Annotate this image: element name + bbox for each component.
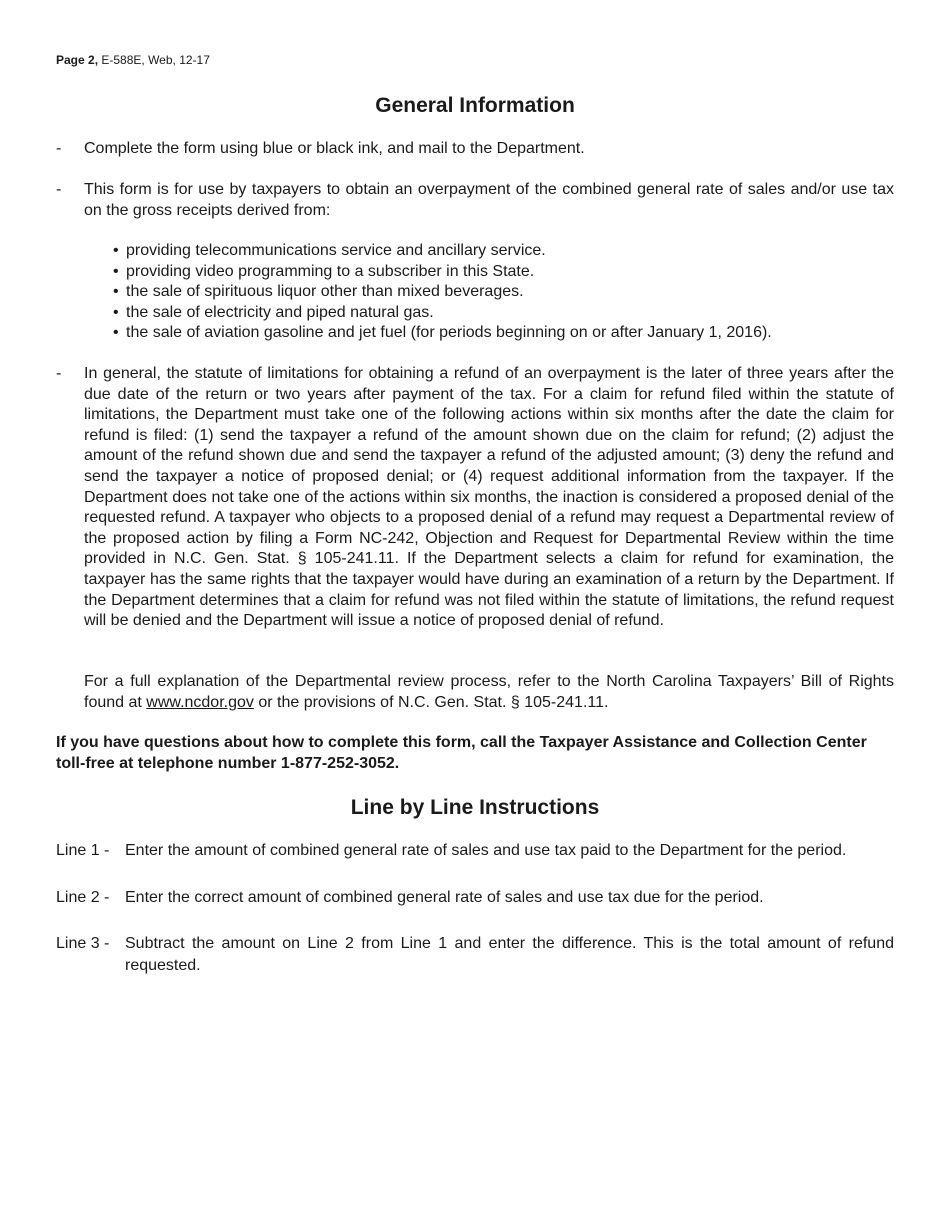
dash-marker: - xyxy=(56,365,62,382)
ncdor-link[interactable]: www.ncdor.gov xyxy=(146,693,254,711)
instruction-item xyxy=(56,364,894,632)
contact-notice: If you have questions about how to complete this form, call the Taxpayer Assistance and Collection Center toll-free at telephone number 1-877-252-3052. xyxy=(56,734,867,772)
bullet-icon: • xyxy=(113,242,119,259)
page-header xyxy=(56,53,210,67)
line-label: Line 1 - xyxy=(56,842,110,859)
line-instruction xyxy=(56,887,894,909)
form-id: E-588E, Web, 12-17 xyxy=(101,53,210,67)
bullet-icon: • xyxy=(113,283,119,300)
paragraph-text: For a full explanation of the Departmental review process, refer to the North Carolina Taxpayers’ Bill of Rights found at xyxy=(84,673,894,711)
dash-marker: - xyxy=(56,181,62,198)
bullet-item xyxy=(113,262,772,283)
bullet-text: providing telecommunications service and ancillary service. xyxy=(126,242,546,259)
line-text: Subtract the amount on Line 2 from Line 1 and enter the difference. This is the total amount of refund requested. xyxy=(125,935,894,974)
bullet-item xyxy=(113,282,772,303)
bullet-text: the sale of spirituous liquor other than mixed beverages. xyxy=(126,283,524,300)
instruction-item xyxy=(56,180,894,221)
instruction-item xyxy=(56,139,894,160)
statute-paragraph: In general, the statute of limitations for obtaining a refund of an overpayment is the later of three years after the due date of the return or two years after payment of the tax. For a claim for refund filed within the statute of limitations, the Department must take one of the following actions within six months after the date the claim for refund is filed: (1) send the taxpayer a refund of the amount shown due on the claim for refund; (2) adjust the amount of the refund shown due and send the taxpayer a refund of the adjusted amount; (3) deny the refund and send the taxpayer a notice of proposed denial; or (4) request additional information from the taxpayer. If the Department does not take one of the actions within six months, the inaction is considered a proposed denial of the requested refund. A taxpayer who objects to a proposed denial of a refund may request a Departmental review of the proposed action by filing a Form NC-242, Objection and Request for Departmental Review within the time provided in N.C. Gen. Stat. § 105-241.11. If the Department selects a claim for refund for examination, the taxpayer has the same rights that the taxpayer would have during an examination of a return by the Department. If the Department determines that a claim for refund was not filed within the statute of limitations, the refund request will be denied and the Department will issue a notice of proposed denial of refund. xyxy=(84,365,894,630)
bullet-icon: • xyxy=(113,303,119,321)
line-text: Enter the amount of combined general rate of sales and use tax paid to the Department for the period. xyxy=(125,842,847,859)
bullet-list xyxy=(113,241,772,344)
page-number: Page 2, xyxy=(56,53,99,67)
paragraph: This form is for use by taxpayers to obtain an overpayment of the combined general rate of sales and/or use tax on the gross receipts derived from: xyxy=(84,181,894,219)
bullet-icon: • xyxy=(113,262,119,280)
bullet-text: providing video programming to a subscriber in this State. xyxy=(126,262,535,280)
line-instructions-title: Line by Line Instructions xyxy=(350,796,600,819)
line-instruction xyxy=(56,840,894,862)
dash-marker: - xyxy=(56,140,62,157)
bullet-item xyxy=(113,241,772,262)
general-information-title: General Information xyxy=(375,94,575,117)
bullet-icon: • xyxy=(113,324,119,341)
bullet-text: the sale of electricity and piped natural gas. xyxy=(126,303,434,321)
bullet-text: the sale of aviation gasoline and jet fuel (for periods beginning on or after January 1, 2016). xyxy=(126,324,772,341)
line-label: Line 3 - xyxy=(56,935,110,952)
paragraph: Complete the form using blue or black ink, and mail to the Department. xyxy=(84,140,585,157)
line-instruction xyxy=(56,933,894,976)
bullet-item xyxy=(113,303,772,324)
review-paragraph xyxy=(56,672,894,713)
line-label: Line 2 - xyxy=(56,889,110,906)
line-text: Enter the correct amount of combined general rate of sales and use tax due for the period. xyxy=(125,889,764,906)
bullet-item xyxy=(113,323,772,344)
paragraph-text: or the provisions of N.C. Gen. Stat. § 105-241.11. xyxy=(253,693,609,711)
